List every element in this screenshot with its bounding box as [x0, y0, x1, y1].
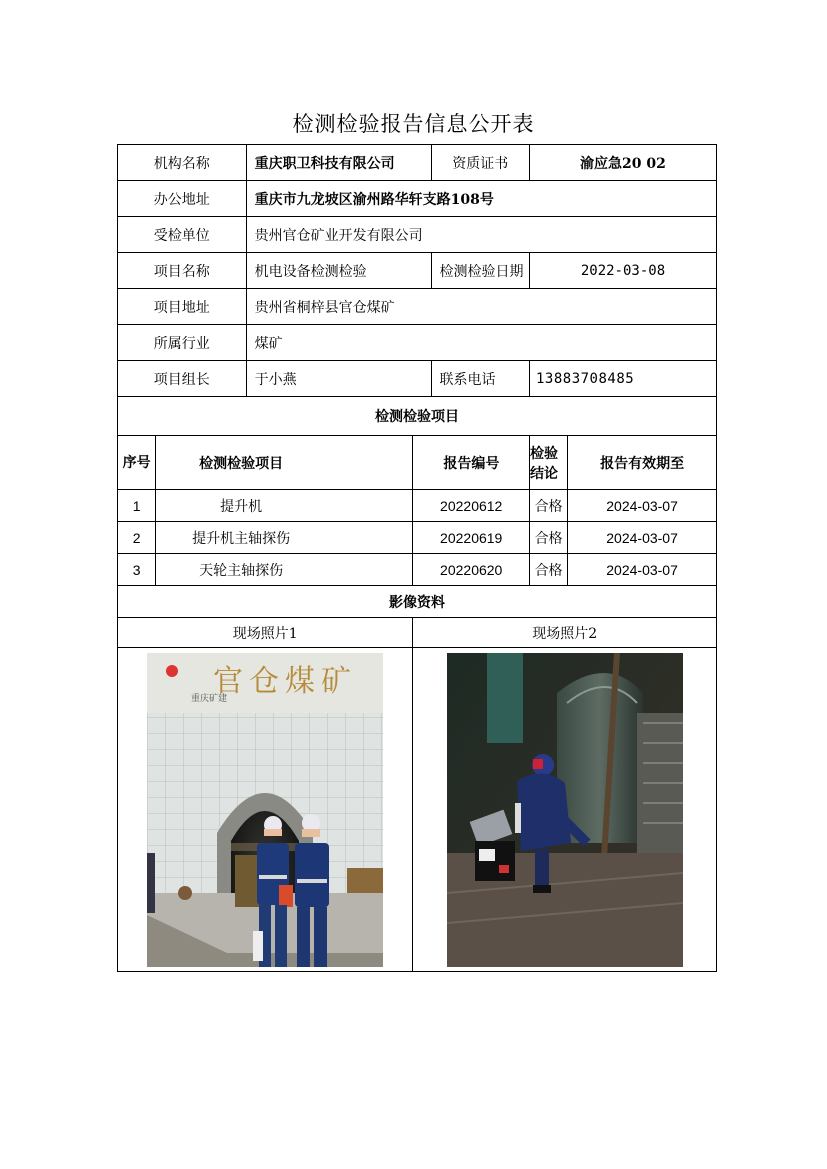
- sign-small-text: 重庆矿建: [191, 693, 228, 704]
- row-conclusion: 合格: [529, 554, 567, 586]
- client-value: 贵州官仓矿业开发有限公司: [246, 217, 716, 253]
- row-item-cell: [156, 522, 413, 554]
- row-conclusion: 合格: [529, 522, 567, 554]
- address-label: 办公地址: [118, 181, 247, 217]
- org-name-label: 机构名称: [118, 145, 247, 181]
- project-address-value: 贵州省桐梓县官仓煤矿: [246, 289, 716, 325]
- project-name-value: 机电设备检测检验: [246, 253, 431, 289]
- row-item: 提升机主轴探伤: [192, 530, 291, 547]
- sign-text: 官仓煤矿: [213, 663, 358, 699]
- phone-value: 13883708485: [529, 361, 716, 397]
- row-valid-until: 2024-03-07: [568, 490, 717, 522]
- leader-value: 于小燕: [246, 361, 431, 397]
- header-item: [156, 436, 413, 490]
- row-item: 提升机: [220, 498, 263, 515]
- row-valid-until: 2024-03-07: [568, 522, 717, 554]
- info-row-leader: [118, 361, 717, 397]
- header-seq: 序号: [118, 436, 156, 490]
- photo-label-row: [118, 618, 717, 648]
- leader-label: 项目组长: [118, 361, 247, 397]
- industry-label: 所属行业: [118, 325, 247, 361]
- row-report-no: 20220619: [413, 522, 530, 554]
- items-header-row: [118, 436, 717, 490]
- photo-machine-room: [447, 653, 683, 967]
- header-report-no: 报告编号: [413, 436, 530, 490]
- items-section-title: 检测检验项目: [118, 397, 717, 436]
- photo1-label: 现场照片1: [118, 618, 413, 648]
- header-conclusion: [529, 436, 567, 490]
- industry-value: 煤矿: [246, 325, 716, 361]
- row-seq: 1: [118, 490, 156, 522]
- photo1-cell: [118, 648, 413, 972]
- info-row-project-address: [118, 289, 717, 325]
- phone-label: 联系电话: [431, 361, 529, 397]
- info-row-project: [118, 253, 717, 289]
- photo-mine-entrance: [147, 653, 383, 967]
- date-label: 检测检验日期: [431, 253, 529, 289]
- cert-label: 资质证书: [431, 145, 529, 181]
- info-row-industry: [118, 325, 717, 361]
- photo2-label: 现场照片2: [413, 618, 717, 648]
- items-section-row: [118, 397, 717, 436]
- project-address-label: 项目地址: [118, 289, 247, 325]
- table-row: [118, 522, 717, 554]
- header-valid-until: 报告有效期至: [568, 436, 717, 490]
- row-item-cell: [156, 490, 413, 522]
- row-report-no: 20220612: [413, 490, 530, 522]
- info-row-address: [118, 181, 717, 217]
- page-title: 检测检验报告信息公开表: [292, 112, 535, 136]
- table-row: [118, 490, 717, 522]
- photo-row: [118, 648, 717, 972]
- cert-value: 渝应急20 02: [529, 145, 716, 181]
- info-row-client: [118, 217, 717, 253]
- client-label: 受检单位: [118, 217, 247, 253]
- header-item-text: 检测检验项目: [199, 455, 284, 472]
- row-report-no: 20220620: [413, 554, 530, 586]
- project-name-label: 项目名称: [118, 253, 247, 289]
- row-item: 天轮主轴探伤: [199, 562, 284, 579]
- row-valid-until: 2024-03-07: [568, 554, 717, 586]
- address-value: 重庆市九龙坡区渝州路华轩支路108号: [246, 181, 716, 217]
- media-section-row: [118, 586, 717, 618]
- media-section-title: 影像资料: [118, 586, 717, 618]
- table-row: [118, 554, 717, 586]
- sign-logo-icon: [166, 665, 178, 677]
- row-conclusion: 合格: [529, 490, 567, 522]
- row-seq: 2: [118, 522, 156, 554]
- org-name-value: 重庆职卫科技有限公司: [246, 145, 431, 181]
- header-conclusion-text: 检验结论: [529, 445, 558, 482]
- report-table: [117, 144, 717, 972]
- row-item-cell: [156, 554, 413, 586]
- info-row-org: [118, 145, 717, 181]
- date-value: 2022-03-08: [529, 253, 716, 289]
- photo2-cell: [413, 648, 717, 972]
- row-seq: 3: [118, 554, 156, 586]
